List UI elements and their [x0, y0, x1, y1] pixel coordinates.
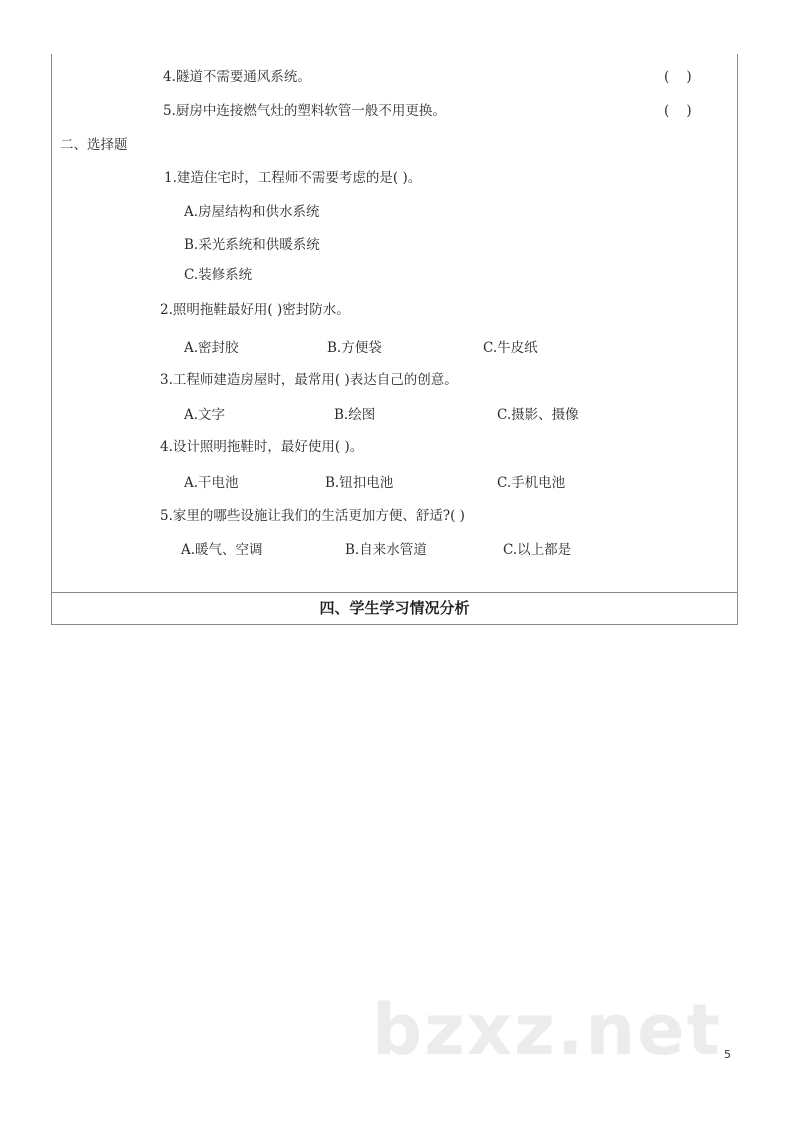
question-5: 5.家里的哪些设施让我们的生活更加方便、舒适?( ): [160, 508, 465, 524]
section-heading-analysis: 四、学生学习情况分析: [319, 599, 470, 617]
option-c: C.摄影、摄像: [497, 407, 579, 423]
content-table-frame: [51, 54, 738, 625]
option-b: B.钮扣电池: [325, 475, 394, 491]
option-c: C.牛皮纸: [483, 340, 538, 356]
section-heading-choice: 二、选择题: [60, 137, 128, 153]
option-a: A.密封胶: [184, 340, 239, 356]
question-3: 3.工程师建造房屋时，最常用( )表达自己的创意。: [160, 372, 458, 388]
answer-blank: ( ): [664, 103, 692, 119]
option-b: B.自来水管道: [345, 542, 427, 558]
question-1: 1.建造住宅时，工程师不需要考虑的是( )。: [164, 170, 422, 186]
option-a: A.文字: [184, 407, 226, 423]
option-b: B.方便袋: [327, 340, 382, 356]
watermark: bzxz.net: [372, 989, 723, 1071]
option-b: B.绘图: [334, 407, 376, 423]
page-number: 5: [724, 1048, 731, 1061]
option-a: A.房屋结构和供水系统: [184, 204, 320, 220]
option-b: B.采光系统和供暖系统: [184, 237, 320, 253]
table-divider: [51, 592, 738, 593]
option-c: C.以上都是: [503, 542, 572, 558]
judgement-item: 4.隧道不需要通风系统。: [163, 69, 311, 85]
question-2: 2.照明拖鞋最好用( )密封防水。: [160, 302, 350, 318]
option-a: A.暖气、空调: [181, 542, 263, 558]
option-a: A.干电池: [184, 475, 239, 491]
question-4: 4.设计照明拖鞋时，最好使用( )。: [160, 439, 364, 455]
answer-blank: ( ): [664, 69, 692, 85]
option-c: C.装修系统: [184, 267, 253, 283]
option-c: C.手机电池: [497, 475, 566, 491]
judgement-item: 5.厨房中连接燃气灶的塑料软管一般不用更换。: [163, 103, 446, 119]
